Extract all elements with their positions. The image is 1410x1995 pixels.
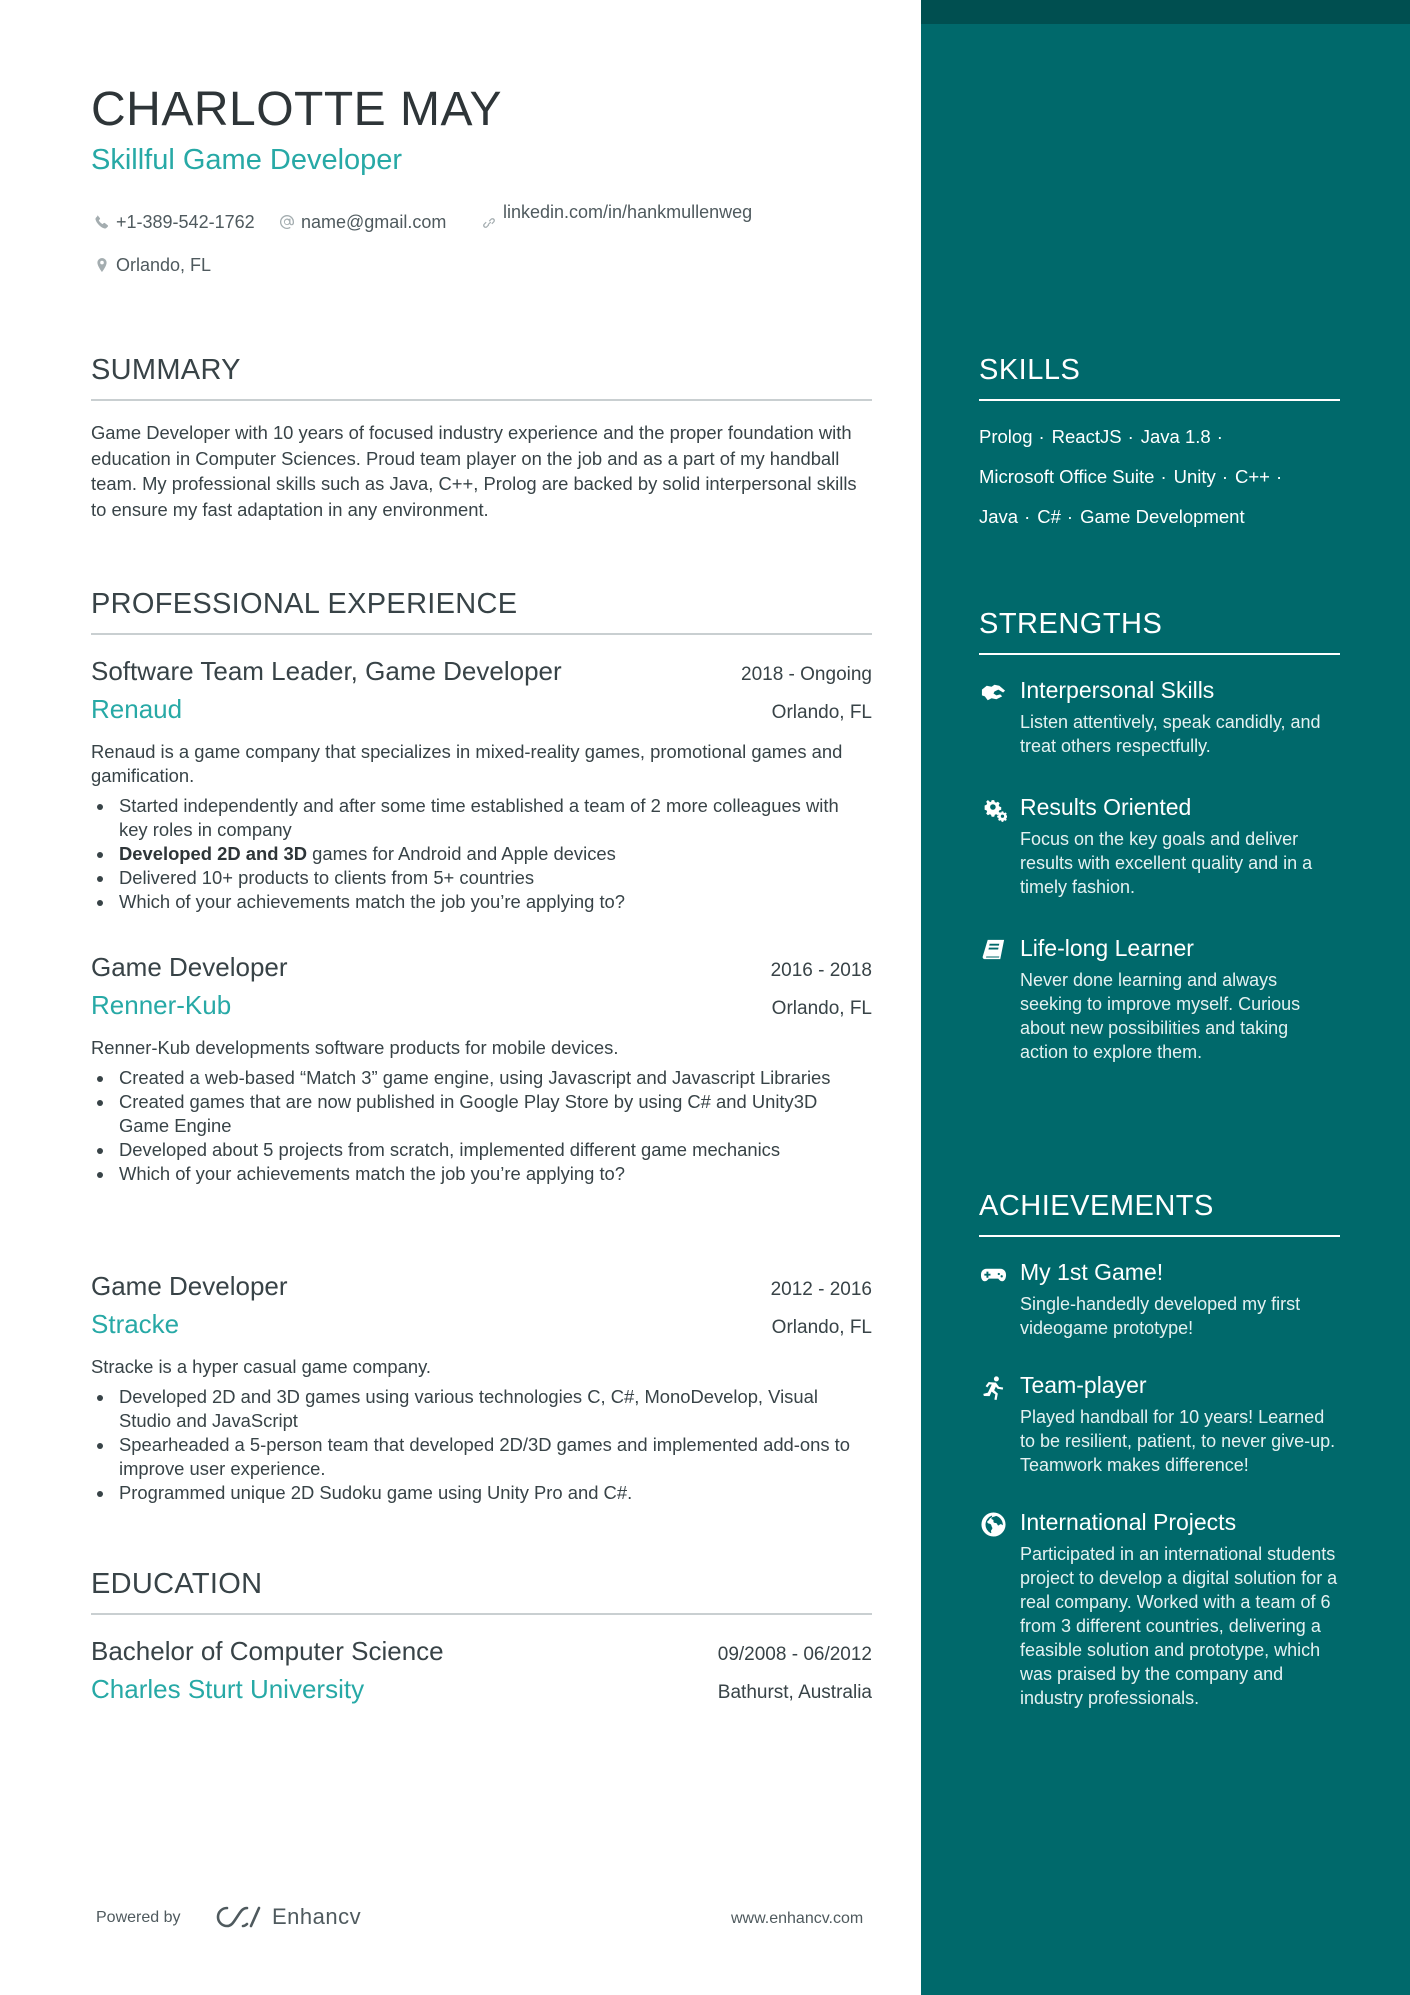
job-company[interactable]: Stracke	[91, 1309, 180, 1339]
education-entry	[91, 1634, 872, 1710]
skills-line	[979, 457, 1340, 497]
contact-linkedin[interactable]	[480, 200, 752, 232]
contact-phone[interactable]	[93, 210, 255, 234]
strengths-heading: STRENGTHS	[979, 608, 1340, 655]
job-location: Orlando, FL	[771, 702, 872, 723]
globe-icon	[979, 1510, 1007, 1538]
strength-item	[979, 933, 1340, 1064]
achievement-item	[979, 1257, 1340, 1340]
skill-separator: ·	[1275, 466, 1283, 488]
summary-heading: SUMMARY	[91, 354, 872, 401]
achievement-description: Played handball for 10 years! Learned to be resilient, patient, to never give-up. Teamwork makes difference!	[1020, 1407, 1336, 1476]
footer-powered-by: Powered by	[96, 1909, 181, 1926]
job-bullet: Created a web-based “Match 3” game engine, using Javascript and Javascript Libraries	[91, 1066, 872, 1090]
job-bullet-list	[91, 1066, 872, 1186]
contact-location	[93, 253, 211, 277]
job-date: 2012 - 2016	[770, 1279, 872, 1300]
location-text: Orlando, FL	[116, 255, 212, 275]
running-icon	[979, 1373, 1007, 1401]
link-icon	[480, 214, 498, 232]
job-bullet: Spearheaded a 5-person team that developed 2D/3D games and implemented add-ons to improve user experience.	[91, 1433, 872, 1481]
job-bullet	[91, 842, 872, 866]
strengths-section	[979, 608, 1340, 1064]
enhancv-brand-text: Enhancv	[272, 1904, 362, 1929]
education-heading: EDUCATION	[91, 1568, 872, 1615]
strength-title: Results Oriented	[1020, 794, 1192, 821]
bullet-text: games for Android and Apple devices	[312, 843, 616, 864]
job-entry	[91, 1269, 872, 1505]
skill-separator: ·	[1216, 426, 1223, 448]
skills-heading: SKILLS	[979, 354, 1340, 401]
job-location: Orlando, FL	[771, 998, 872, 1019]
achievement-description: Participated in an international students project to develop a digital solution for a real company. Worked with a team of 6 from 3 different countries, delivering a feasible solution and prototype, which was praised by the company and industry professionals.	[1020, 1544, 1338, 1709]
job-location: Orlando, FL	[771, 1317, 872, 1338]
skill-tag: Unity	[1173, 466, 1216, 488]
summary-text: Game Developer with 10 years of focused industry experience and the proper foundation with education in Computer Sciences. Proud team player on the job and as a part of my handball team. My professional skills such as Java, C++, Prolog are backed by solid interpersonal skills to ensure my fast adaptation in any environment.	[91, 422, 857, 520]
job-title: Software Team Leader, Game Developer	[91, 656, 562, 686]
job-description: Stracke is a hyper casual game company.	[91, 1356, 432, 1377]
job-description: Renner-Kub developments software products for mobile devices.	[91, 1037, 619, 1058]
job-entry	[91, 950, 872, 1186]
achievement-title: International Projects	[1020, 1509, 1237, 1536]
enhancv-logo[interactable]	[214, 1902, 361, 1932]
skills-line	[979, 497, 1340, 537]
skills-line	[979, 417, 1340, 457]
skill-tag: ReactJS	[1051, 426, 1122, 448]
skills-list	[979, 417, 1340, 537]
job-entry	[91, 654, 872, 914]
achievements-heading: ACHIEVEMENTS	[979, 1190, 1340, 1237]
skill-separator: ·	[1221, 466, 1228, 488]
job-bullet: Which of your achievements match the job you’re applying to?	[91, 890, 872, 914]
achievement-item	[979, 1370, 1340, 1477]
strength-description: Focus on the key goals and deliver results with excellent quality and in a timely fashion.	[1020, 829, 1313, 898]
job-bullet: Delivered 10+ products to clients from 5+ countries	[91, 866, 872, 890]
job-bullet: Which of your achievements match the job you’re applying to?	[91, 1162, 872, 1186]
footer-website[interactable]: www.enhancv.com	[731, 1910, 864, 1927]
skill-tag: Game Development	[1080, 506, 1245, 528]
job-bullet-list	[91, 794, 872, 914]
education-date: 09/2008 - 06/2012	[717, 1644, 872, 1665]
job-bullet: Created games that are now published in Google Play Store by using C# and Unity3D Game Engine	[91, 1090, 872, 1138]
job-bullet-list	[91, 1385, 872, 1505]
candidate-name: CHARLOTTE MAY	[91, 83, 502, 136]
achievement-item	[979, 1507, 1340, 1710]
at-icon	[278, 213, 296, 231]
sidebar	[921, 0, 1410, 1995]
job-company[interactable]: Renner-Kub	[91, 990, 232, 1020]
job-bullet: Developed about 5 projects from scratch, implemented different game mechanics	[91, 1138, 872, 1162]
candidate-title: Skillful Game Developer	[91, 144, 403, 176]
job-bullet: Started independently and after some time established a team of 2 more colleagues with key roles in company	[91, 794, 872, 842]
job-company[interactable]: Renaud	[91, 694, 183, 724]
skill-separator: ·	[1024, 506, 1031, 528]
job-title: Game Developer	[91, 1271, 288, 1301]
gamepad-icon	[979, 1260, 1007, 1288]
book-icon	[979, 936, 1007, 964]
handshake-icon	[979, 678, 1007, 706]
skills-section	[979, 354, 1340, 537]
phone-icon	[93, 213, 111, 231]
gears-icon	[979, 795, 1007, 823]
achievement-title: Team-player	[1020, 1372, 1147, 1399]
contact-email[interactable]	[278, 210, 446, 234]
sidebar-top-bar	[921, 0, 1410, 24]
job-title: Game Developer	[91, 952, 288, 982]
strength-description: Listen attentively, speak candidly, and treat others respectfully.	[1020, 712, 1321, 757]
location-pin-icon	[93, 256, 111, 274]
strength-item	[979, 792, 1340, 899]
achievement-description: Single-handedly developed my first videogame prototype!	[1020, 1294, 1301, 1339]
job-bullet: Programmed unique 2D Sudoku game using Unity Pro and C#.	[91, 1481, 872, 1505]
job-date: 2016 - 2018	[770, 960, 872, 981]
skill-separator: ·	[1066, 506, 1074, 528]
email-text: name@gmail.com	[301, 212, 447, 232]
strength-title: Life-long Learner	[1020, 935, 1194, 962]
enhancv-logo-icon	[214, 1902, 264, 1932]
skill-tag: Prolog	[979, 426, 1033, 448]
skill-tag: Java	[979, 506, 1019, 528]
job-description: Renaud is a game company that specializes in mixed-reality games, promotional games and gamification.	[91, 741, 843, 786]
job-date: 2018 - Ongoing	[741, 664, 872, 685]
skill-separator: ·	[1127, 426, 1134, 448]
education-location: Bathurst, Australia	[717, 1682, 872, 1703]
degree-title: Bachelor of Computer Science	[91, 1636, 444, 1666]
phone-text: +1-389-542-1762	[116, 212, 255, 232]
achievement-title: My 1st Game!	[1020, 1259, 1164, 1286]
skill-tag: Java 1.8	[1140, 426, 1211, 448]
skill-tag: C++	[1234, 466, 1270, 488]
skill-separator: ·	[1038, 426, 1045, 448]
strength-title: Interpersonal Skills	[1020, 677, 1215, 704]
skill-tag: C#	[1037, 506, 1061, 528]
achievements-section	[979, 1190, 1340, 1710]
bullet-bold-text: Developed 2D and 3D	[119, 843, 308, 864]
linkedin-text: linkedin.com/in/hankmullenweg	[503, 202, 753, 222]
job-bullet: Developed 2D and 3D games using various technologies C, C#, MonoDevelop, Visual Studio and JavaScript	[91, 1385, 872, 1433]
experience-heading: PROFESSIONAL EXPERIENCE	[91, 588, 872, 635]
strength-item	[979, 675, 1340, 758]
school-name[interactable]: Charles Sturt University	[91, 1674, 365, 1704]
skill-separator: ·	[1160, 466, 1167, 488]
strength-description: Never done learning and always seeking to improve myself. Curious about new possibilities and taking action to explore them.	[1020, 970, 1301, 1063]
skill-tag: Microsoft Office Suite	[979, 466, 1155, 488]
